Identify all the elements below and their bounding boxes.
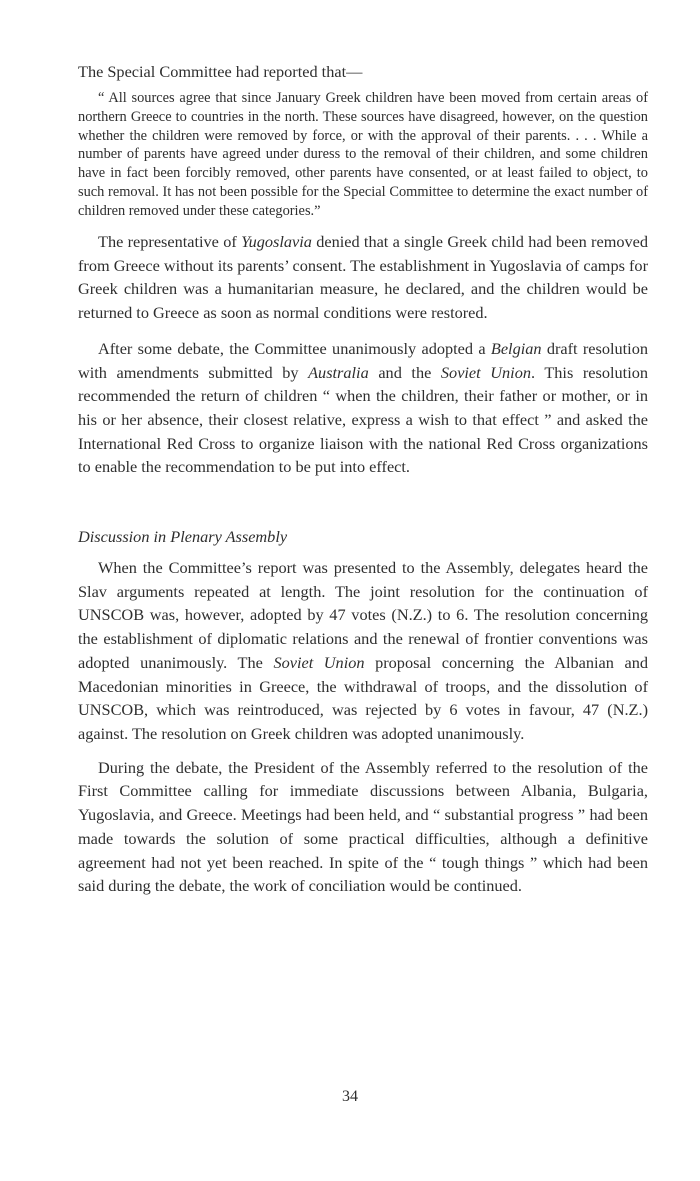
committee-quote: “ All sources agree that since January Greek children have been moved from certain areas of northern Greece to countries in the north. These sources have disagreed, however, on the question whether the children were removed by force, or with the approval of their parents. . . . While a number of parents have agreed under duress to the removal of their children, and some children have in fact been forcibly removed, other parents have consented, or at least failed to object, to such removal. It has not been possible for the Special Committee to determine the exact number of children removed under these categories.” — [78, 89, 648, 220]
debate-text-2: draft resolution with amendments submitted by — [78, 338, 648, 382]
intro-line: The Special Committee had reported that— — [78, 62, 363, 81]
yugoslavia-text-after: denied that a single Greek child had been removed from Greece without its parents’ consent. The establishment in Yugoslavia of camps for Greek children was a humanitarian measure, he declared, and the children would be returned to Greece as soon as normal conditions were restored. — [78, 232, 649, 323]
debate-text-4: . This resolution recommended the return of children “ when the children, their father or mother, or in his or her absence, their closest relative, express a wish to that effect ” and asked the International Red Cross to organize liaison with the national Red Cross organizations to enable the recommendation to be put into effect. — [78, 362, 649, 477]
australia-name: Australia — [308, 362, 369, 382]
document-page — [78, 60, 648, 898]
yugoslavia-country-name: Yugoslavia — [241, 232, 312, 252]
soviet-union-name: Soviet Union — [440, 362, 531, 382]
president-paragraph: During the debate, the President of the Assembly referred to the resolution of the First Committee calling for immediate discussions between Albania, Bulgaria, Yugoslavia, and Greece. Meetings had been held, and “ substantial progress ” had been made towards the solution of some practical difficulties, although a definitive agreement had not yet been reached. In spite of the “ tough things ” which had been said during the debate, the work of conciliation would be continued. — [78, 757, 648, 896]
plenary-soviet-union-name: Soviet Union — [273, 652, 365, 672]
yugoslavia-text-before: The representative of — [98, 232, 242, 252]
page-number: 34 — [342, 1088, 358, 1105]
belgian-name: Belgian — [490, 338, 542, 358]
debate-text-3: and the — [368, 362, 441, 382]
debate-paragraph — [78, 337, 648, 479]
section-heading: Discussion in Plenary Assembly — [78, 527, 288, 547]
debate-text-1: After some debate, the Committee unanimously adopted a — [98, 338, 491, 358]
yugoslavia-paragraph — [78, 230, 648, 325]
plenary-text-2: proposal concerning the Albanian and Macedonian minorities in Greece, the withdrawal of troops, and the dissolution of UNSCOB, which was reintroduced, was rejected by 6 votes in favour, 47 (N.Z.) against. The resolution on Greek children was adopted unanimously. — [78, 652, 648, 743]
plenary-paragraph — [78, 556, 648, 746]
plenary-text-1: When the Committee’s report was presented to the Assembly, delegates heard the Slav arguments repeated at length. The joint resolution for the continuation of UNSCOB was, however, adopted by 47 votes (N.Z.) to 6. The resolution concerning the establishment of diplomatic relations and the renewal of frontier conventions was adopted unanimously. The — [78, 558, 648, 672]
